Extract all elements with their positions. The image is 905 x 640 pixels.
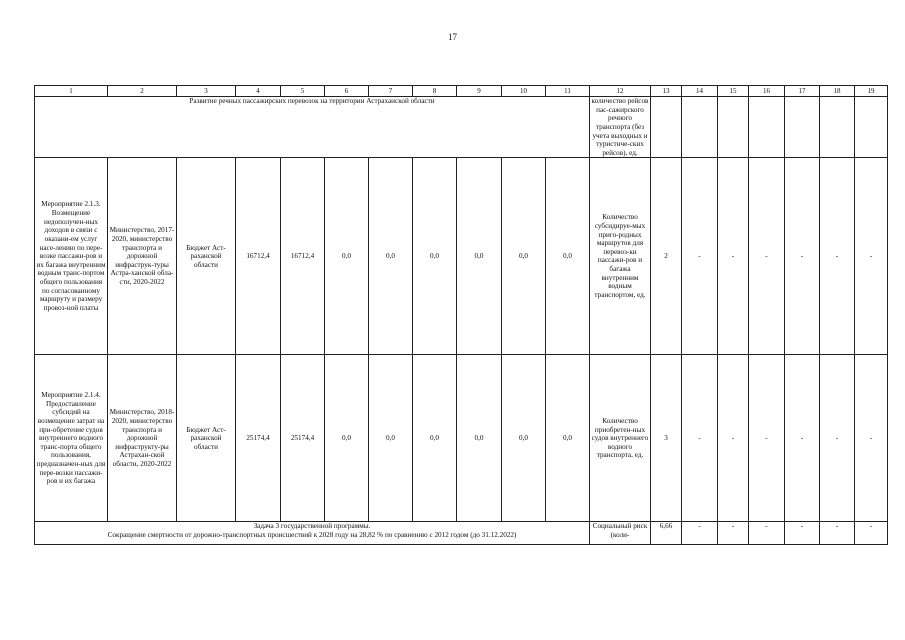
value-cell: - [682, 158, 718, 355]
task-description: Сокращение смертности от дорожно-транспортных происшествий к 2028 году на 28,82 % по сравнению с 2012 годом (до 31.12.2022) [107, 531, 517, 540]
value-cell: 0,0 [325, 355, 369, 522]
value-cell: 25174,4 [281, 355, 325, 522]
value-cell: - [785, 158, 820, 355]
value-cell: 0,0 [457, 158, 502, 355]
table-cell [820, 97, 855, 158]
task-title-cell [35, 522, 590, 545]
value-cell: 2 [651, 158, 682, 355]
task-title: Задача 3 государственной программы. [253, 522, 371, 531]
column-number: 9 [457, 86, 502, 97]
column-number: 7 [369, 86, 413, 97]
activity-cell: Мероприятие 2.1.3. Возмещение недополучен-ных доходов в связи с оказани-ем услуг насе-лению по пере-возке пассажи-ров и их багажа внутренним водным транс-портом общего пользования по согласованному маршруту и размеру провоз-ной платы [35, 158, 108, 355]
value-cell: - [749, 522, 785, 545]
value-cell: - [855, 158, 888, 355]
value-cell: 0,0 [457, 355, 502, 522]
column-number: 14 [682, 86, 718, 97]
value-cell: 0,0 [369, 158, 413, 355]
column-number: 11 [546, 86, 590, 97]
table-row [35, 355, 888, 522]
column-number: 8 [413, 86, 457, 97]
column-number-row [35, 86, 888, 97]
table-row [35, 158, 888, 355]
value-cell: - [855, 522, 888, 545]
column-number: 16 [749, 86, 785, 97]
section-indicator: количество рейсов пас-сажирского речного транспорта (без учета выходных и туристиче-ских рейсов), ед. [590, 97, 651, 158]
column-number: 2 [108, 86, 177, 97]
table-cell [682, 97, 718, 158]
column-number: 1 [35, 86, 108, 97]
value-cell: 0,0 [413, 355, 457, 522]
value-cell: 3 [651, 355, 682, 522]
source-cell: Бюджет Аст-раханской области [177, 158, 236, 355]
program-table [34, 85, 888, 545]
column-number: 4 [236, 86, 281, 97]
value-cell: 0,0 [546, 158, 590, 355]
column-number: 13 [651, 86, 682, 97]
column-number: 19 [855, 86, 888, 97]
value-cell: - [820, 355, 855, 522]
value-cell: - [682, 522, 718, 545]
column-number: 15 [718, 86, 749, 97]
table-cell [785, 97, 820, 158]
table-cell [718, 97, 749, 158]
column-number: 6 [325, 86, 369, 97]
value-cell: 0,0 [369, 355, 413, 522]
executor-cell: Министерство, 2018-2020, министерство транспорта и дорожной инфраструкту-ры Астрахан-ской области, 2020-2022 [108, 355, 177, 522]
value-cell: 16712,4 [281, 158, 325, 355]
value-cell: - [820, 158, 855, 355]
section-title: Развитие речных пассажирских перевозок на территории Астраханской области [35, 97, 590, 158]
value-cell: 0,0 [413, 158, 457, 355]
value-cell: 0,0 [546, 355, 590, 522]
value-cell: 0,0 [502, 355, 546, 522]
column-number: 12 [590, 86, 651, 97]
value-cell: 25174,4 [236, 355, 281, 522]
source-cell: Бюджет Аст-раханской области [177, 355, 236, 522]
column-number: 18 [820, 86, 855, 97]
value-cell: 16712,4 [236, 158, 281, 355]
column-number: 10 [502, 86, 546, 97]
value-cell: - [718, 522, 749, 545]
table-cell [651, 97, 682, 158]
page-number: 17 [448, 32, 457, 42]
section-row [35, 97, 888, 158]
value-cell: - [749, 355, 785, 522]
table-cell [855, 97, 888, 158]
value-cell: 0,0 [325, 158, 369, 355]
task-indicator: Социальный риск (коли- [590, 522, 651, 545]
indicator-cell: Количество субсидируе-мых приго-родных маршрутов для перевоз-ки пассажи-ров и багажа внутренним водным транспортом, ед. [590, 158, 651, 355]
value-cell: - [682, 355, 718, 522]
column-number: 5 [281, 86, 325, 97]
indicator-cell: Количество приобретен-ных судов внутреннего водного транспорта, ед. [590, 355, 651, 522]
column-number: 3 [177, 86, 236, 97]
value-cell: - [749, 158, 785, 355]
activity-cell: Мероприятие 2.1.4. Предоставление субсидий на возмещение затрат на при-обретение судов внутреннего водного транс-порта общего пользования, предназначен-ных для пере-возки пассажи-ров и их багажа [35, 355, 108, 522]
value-cell: 6,66 [651, 522, 682, 545]
table-cell [749, 97, 785, 158]
column-number: 17 [785, 86, 820, 97]
value-cell: - [718, 355, 749, 522]
executor-cell: Министерство, 2017-2020, министерство транспорта и дорожной инфраструк-туры Астра-ханской обла-сти, 2020-2022 [108, 158, 177, 355]
value-cell: - [785, 522, 820, 545]
value-cell: - [820, 522, 855, 545]
value-cell: - [855, 355, 888, 522]
task-row [35, 522, 888, 545]
value-cell: - [718, 158, 749, 355]
value-cell: - [785, 355, 820, 522]
value-cell: 0,0 [502, 158, 546, 355]
